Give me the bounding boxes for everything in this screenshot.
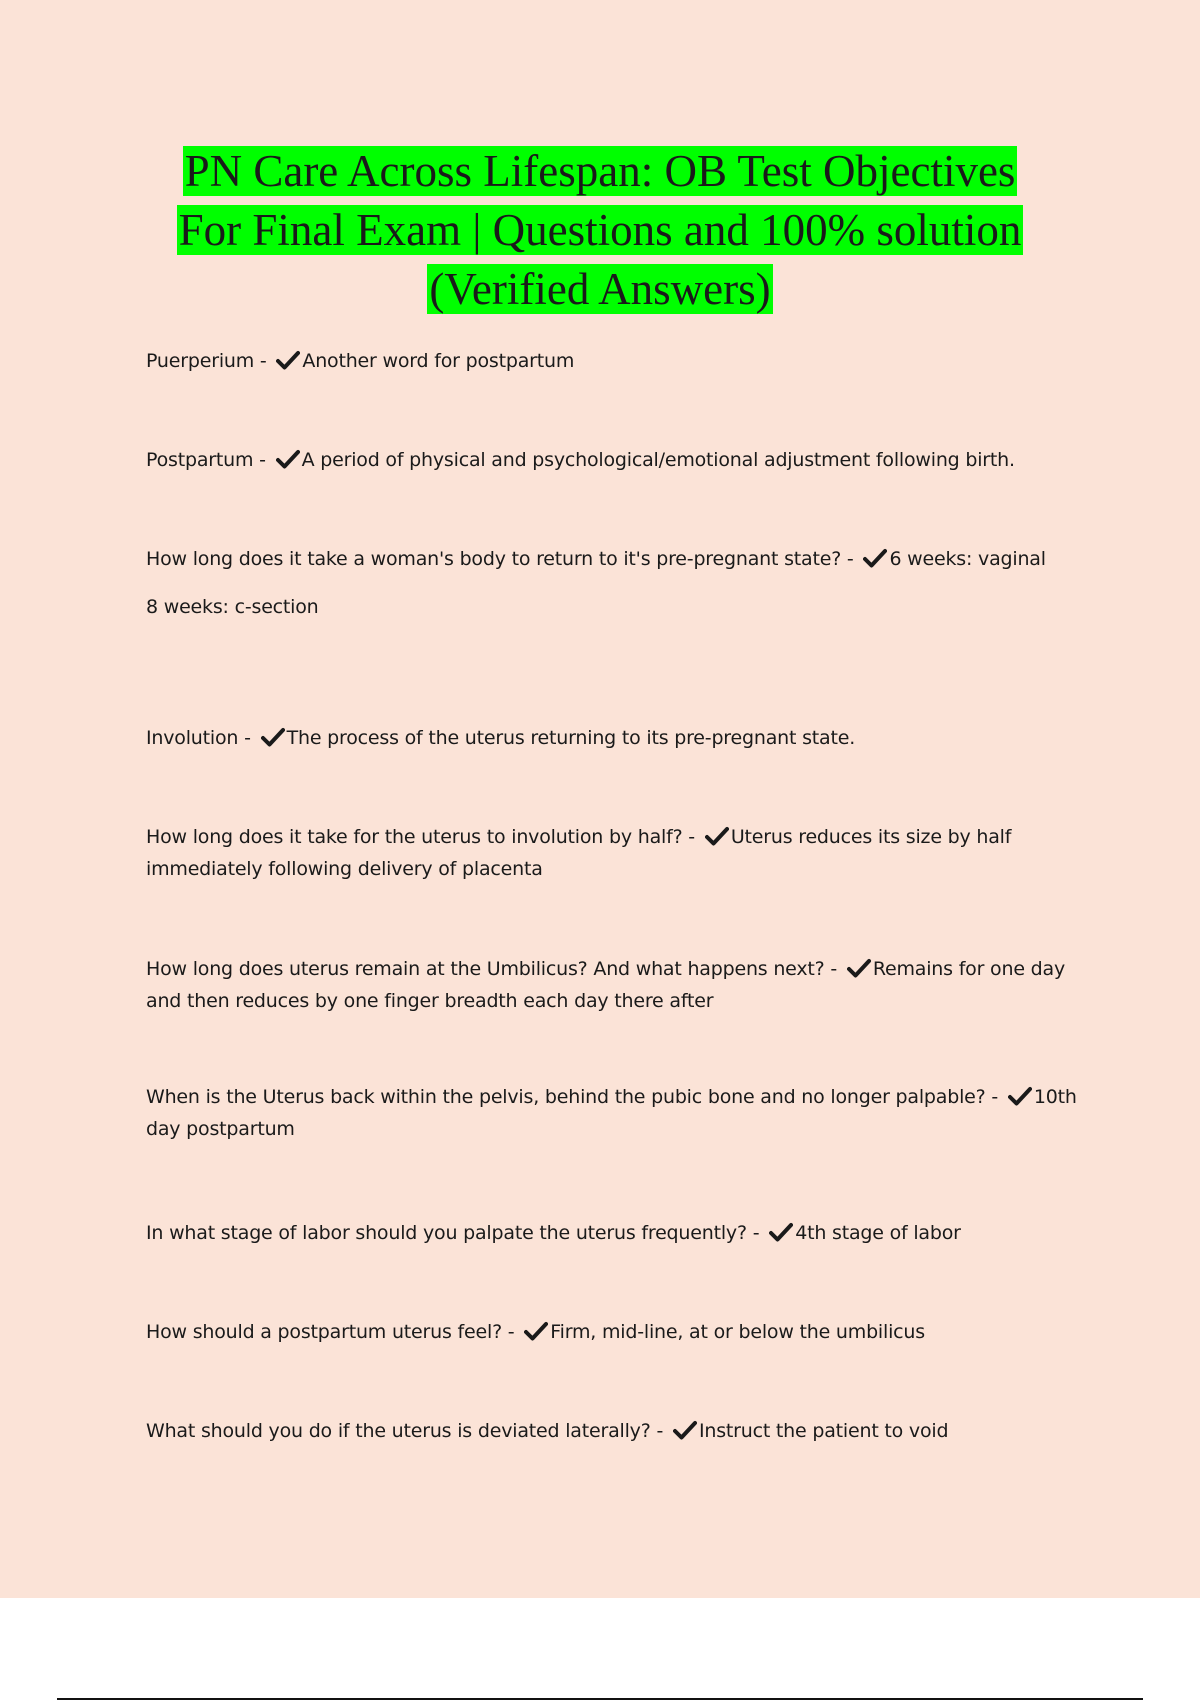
check-icon [769, 1222, 793, 1242]
title-line [0, 201, 1200, 260]
question-text: How long does it take for the uterus to involution by half? [146, 826, 683, 848]
question-text: Involution [146, 727, 239, 749]
question-text: How should a postpartum uterus feel? [146, 1321, 502, 1343]
answer-text: Remains for one day and then reduces by one finger breadth each day there after [146, 958, 1065, 1012]
qa-text [146, 345, 1086, 377]
separator: - [253, 449, 272, 471]
title-line [0, 142, 1200, 201]
answer-text: The process of the uterus returning to its pre-pregnant state. [286, 727, 856, 749]
qa-item [146, 444, 1086, 476]
separator: - [238, 727, 257, 749]
qa-text [146, 1316, 1086, 1348]
answer-text: Uterus reduces its size by half immediately following delivery of placenta [146, 826, 1012, 880]
separator: - [985, 1086, 1004, 1108]
separator: - [746, 1222, 766, 1244]
question-text: In what stage of labor should you palpate the uterus frequently? [146, 1222, 747, 1244]
qa-text [146, 1415, 1086, 1447]
qa-text [146, 821, 1086, 885]
qa-text [146, 953, 1086, 1017]
separator: - [254, 350, 273, 372]
title-highlight: PN Care Across Lifespan: OB Test Objectives [184, 146, 1016, 196]
separator: - [841, 548, 860, 570]
check-icon [261, 727, 285, 747]
check-icon [524, 1321, 548, 1341]
check-icon [276, 449, 300, 469]
answer-text: 4th stage of labor [795, 1222, 961, 1244]
separator: - [824, 958, 843, 980]
qa-item [146, 1081, 1086, 1145]
check-icon [1008, 1086, 1032, 1106]
qa-text [146, 1217, 1086, 1249]
document-title [0, 142, 1200, 319]
answer-text: A period of physical and psychological/emotional adjustment following birth. [301, 449, 1015, 471]
qa-text [146, 444, 1086, 476]
answer-extra: 8 weeks: c-section [146, 596, 319, 618]
qa-item [146, 722, 1086, 754]
separator: - [650, 1420, 669, 1442]
qa-item [146, 1316, 1086, 1348]
check-icon [863, 548, 887, 568]
qa-item [146, 1217, 1086, 1249]
separator: - [501, 1321, 521, 1343]
check-icon [276, 350, 300, 370]
check-icon [847, 958, 871, 978]
qa-item [146, 953, 1086, 1017]
question-text: How long does uterus remain at the Umbilicus? And what happens next? [146, 958, 825, 980]
qa-item [146, 1415, 1086, 1447]
answer-text: 10th day postpartum [146, 1086, 1077, 1140]
check-icon [705, 826, 729, 846]
qa-item [146, 345, 1086, 377]
qa-item [146, 543, 1086, 623]
answer-text: Another word for postpartum [302, 350, 575, 372]
answer-text: Firm, mid-line, at or below the umbilicus [550, 1321, 925, 1343]
question-text: Postpartum [146, 449, 254, 471]
question-text: How long does it take a woman's body to return to it's pre-pregnant state? [146, 548, 842, 570]
answer-text: 6 weeks: vaginal [889, 548, 1046, 570]
title-highlight: (Verified Answers) [429, 264, 771, 314]
check-icon [673, 1420, 697, 1440]
title-highlight: For Final Exam | Questions and 100% solution [178, 205, 1022, 255]
separator: - [682, 826, 701, 848]
answer-text: Instruct the patient to void [698, 1420, 949, 1442]
qa-text [146, 543, 1086, 575]
question-text: Puerperium [146, 350, 255, 372]
qa-text [146, 722, 1086, 754]
title-line [0, 260, 1200, 319]
qa-text [146, 1081, 1086, 1145]
question-text: When is the Uterus back within the pelvis, behind the pubic bone and no longer palpable? [146, 1086, 986, 1108]
question-text: What should you do if the uterus is deviated laterally? [146, 1420, 651, 1442]
qa-item [146, 821, 1086, 885]
